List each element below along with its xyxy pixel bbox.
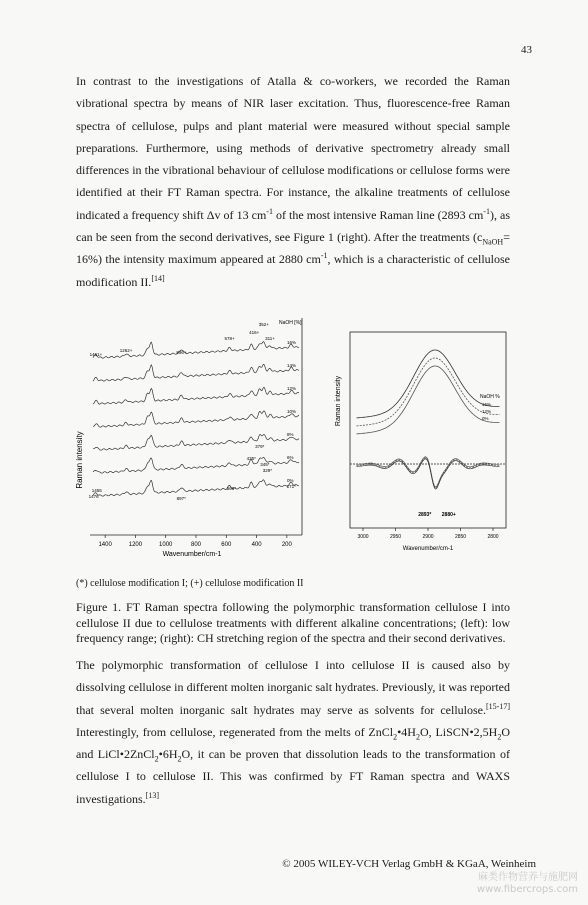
para1-sub: NaOH xyxy=(482,237,504,247)
left-x-tick-label: 400 xyxy=(251,542,262,548)
watermark xyxy=(477,872,578,896)
para1-text-a: In contrast to the investigations of Atalla & co-workers, we recorded the Raman vibrational spectra by means of NIR laser excitation. Thus, fluorescence-free Raman spectra of cellulose, pulps and plant material were measured without special sample preparations. Furthermore, using methods of derivative spectrometry already small differences in the vibrational behaviour of cellulose modifications or cellulose forms were identified at their FT Raman spectra. For instance, the alkaline treatments of cellulose indicated a frequency shift Δv of 13 cm xyxy=(76,74,510,222)
left-x-tick-label: 1200 xyxy=(128,542,143,548)
right-x-label: Wavenumber/cm-1 xyxy=(402,546,454,552)
watermark-line-1: 麻类作物营养与施肥网 xyxy=(478,872,578,883)
left-peak-annotation: 416+ xyxy=(249,330,260,335)
figure-left-chart xyxy=(74,310,309,560)
para1-text-c: ), as can be seen from the second derivatives, see Figure 1 (right). After the treatments (c xyxy=(76,207,510,245)
para1-sup3: -1 xyxy=(320,251,328,261)
para1-sup2: -1 xyxy=(483,206,490,216)
right-peak-annotation: 2893* xyxy=(418,512,432,518)
para2-text-b: Interestingly, from cellulose, regenerated from the melts of ZnCl xyxy=(76,724,394,739)
left-series-label: 8% xyxy=(287,432,294,437)
left-spectrum-line xyxy=(93,364,299,381)
para2-ref1: [15-17] xyxy=(486,701,510,711)
left-peak-annotation: 171* xyxy=(286,484,296,489)
left-peak-annotation: 896+ xyxy=(176,350,187,355)
left-y-label: Raman intensity xyxy=(75,431,84,489)
copyright: © 2005 WILEY-VCH Verlag GmbH & KGaA, Weinheim xyxy=(282,858,536,870)
left-series-label: 0% xyxy=(287,478,294,483)
right-y-label: Raman intensity xyxy=(335,375,342,427)
paragraph-2 xyxy=(76,654,510,810)
page-number: 43 xyxy=(521,44,532,56)
right-series-label: 16% xyxy=(482,402,492,407)
left-peak-annotation: 578+ xyxy=(224,336,235,341)
right-spectrum-line xyxy=(357,358,500,426)
left-legend-title: NaOH [%] xyxy=(279,320,302,326)
right-spectrum-line xyxy=(357,366,500,434)
left-x-tick-label: 1400 xyxy=(98,542,112,548)
left-peak-annotation: 379* xyxy=(255,444,265,449)
para2-text-f: •6H xyxy=(158,747,178,762)
para2-text-e: O and LiCl•2ZnCl xyxy=(76,724,510,762)
para2-sub2: 2 xyxy=(415,732,420,742)
left-peak-annotation: 329* xyxy=(262,468,272,473)
left-series-label: 14% xyxy=(287,363,297,368)
para1-text-e: , which is a characteristic of cellulose modification II. xyxy=(76,252,510,289)
right-series-label: 12% xyxy=(482,409,492,414)
figure-caption: Figure 1. FT Raman spectra following the polymorphic transformation cellulose I into cellulose II due to cellulose treatments with different alkaline concentrations; (left): low frequency range; (right): CH stretching region of the spectra and their second derivatives. xyxy=(76,600,510,645)
left-peak-annotation: 1461+ xyxy=(89,352,103,357)
para2-text-c: •4H xyxy=(397,724,416,739)
left-series-label: 10% xyxy=(287,409,297,414)
para2-sub4: 2 xyxy=(154,754,159,764)
para1-text-b: of the most intensive Raman line (2893 cm xyxy=(272,207,484,222)
right-series-label: 0% xyxy=(482,416,489,421)
para2-sub3: 2 xyxy=(497,732,502,742)
left-x-tick-label: 600 xyxy=(221,542,232,548)
watermark-line-2: www.fibercrops.com xyxy=(476,884,578,895)
right-legend-title: NaOH % xyxy=(480,394,500,400)
left-peak-annotation: 435* xyxy=(246,456,256,461)
para1-text-d: = 16%) the intensity maximum appeared at 2880 cm xyxy=(76,230,510,267)
left-peak-annotation: 352+ xyxy=(258,322,269,327)
right-x-tick-label: 2900 xyxy=(422,534,434,540)
figure-legend-note: (*) cellulose modification I; (+) cellulose modification II xyxy=(76,578,304,589)
para2-ref2: [13] xyxy=(145,790,159,800)
left-series-label: 12% xyxy=(287,386,297,391)
figure-right-chart xyxy=(330,326,510,556)
para1-sup1: -1 xyxy=(266,206,273,216)
left-peak-annotation: 1476 xyxy=(88,494,99,499)
para2-text-g: O, it can be proven that dissolution leads to the transformation of cellulose I to cellulose II. This was confirmed by FT Raman spectra and WAXS investigations. xyxy=(76,747,510,806)
left-spectrum-line xyxy=(93,435,299,451)
left-peak-annotation: 1455 xyxy=(91,488,102,493)
left-x-tick-label: 800 xyxy=(190,542,202,548)
right-spectrum-line xyxy=(357,350,500,418)
left-peak-annotation: 897* xyxy=(176,496,186,501)
right-x-tick-label: 2950 xyxy=(389,534,402,540)
left-series-label: 16% xyxy=(287,340,297,345)
right-x-tick-label: 3000 xyxy=(357,534,369,540)
left-spectrum-line xyxy=(93,411,299,427)
left-series-label: 6% xyxy=(287,455,294,460)
paragraph-1 xyxy=(76,70,510,293)
left-x-tick-label: 1000 xyxy=(159,542,173,548)
right-x-tick-label: 2850 xyxy=(454,534,467,540)
para2-sub5: 2 xyxy=(177,754,182,764)
left-x-label: Wavenumber/cm-1 xyxy=(162,551,222,558)
left-spectrum-line xyxy=(93,387,299,404)
right-peak-annotation: 2880+ xyxy=(441,512,456,518)
left-x-tick-label: 200 xyxy=(281,542,292,548)
left-peak-annotation: 1262+ xyxy=(119,348,133,353)
para1-ref: [14] xyxy=(151,273,165,283)
left-peak-annotation: 566* xyxy=(226,486,237,491)
right-x-tick-label: 2800 xyxy=(487,534,499,540)
left-spectrum-line xyxy=(93,480,299,497)
para2-sub1: 2 xyxy=(393,732,398,742)
left-peak-annotation: 311+ xyxy=(265,336,275,341)
right-derivative-line xyxy=(357,459,500,489)
para2-text-d: O, LiSCN•2,5H xyxy=(419,724,498,739)
left-peak-annotation: 345* xyxy=(260,462,270,467)
para2-text-a: The polymorphic transformation of cellulose I into cellulose II is caused also by dissolving cellulose in different molten inorganic salt hydrates. Previously, it was reported that several molten inorganic salt hydrates may serve as solvents for cellulose. xyxy=(76,658,510,717)
